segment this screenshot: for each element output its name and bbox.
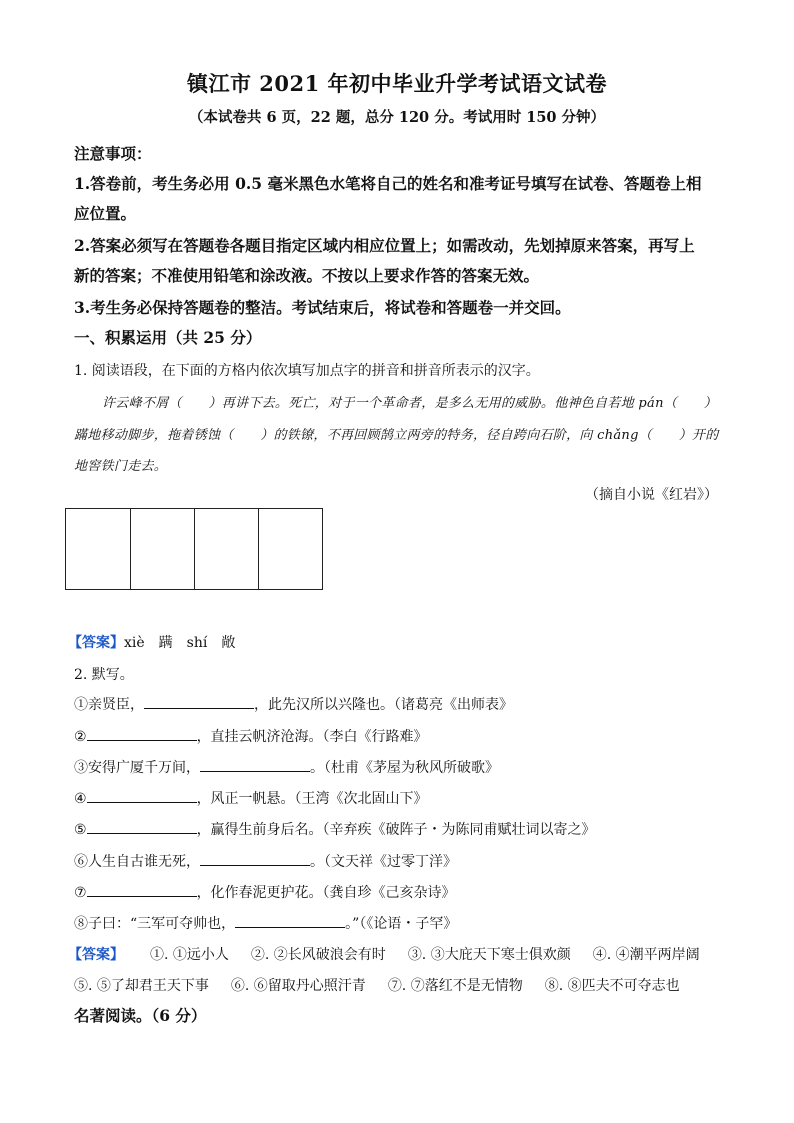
- q2-item-4: ④ ，风正一帆悬。（王湾《次北固山下》: [74, 788, 428, 808]
- q1-passage-line-1: 许云峰不屑（ ）再讲下去。死亡，对于一个革命者，是多么无用的威胁。他神色自若地 pán（ ）: [102, 396, 717, 411]
- answer-tag: 【答案】: [68, 947, 124, 963]
- fill-blank[interactable]: [87, 726, 197, 741]
- q1-answer-text: xiè 蹒 shí 敞: [124, 635, 236, 651]
- fill-blank[interactable]: [235, 913, 345, 928]
- section-1-heading: 一、积累运用（共 25 分）: [74, 328, 262, 347]
- q2-item-5: ⑤ ，赢得生前身后名。（辛弃疾《破阵子・为陈同甫赋壮词以寄之》: [74, 819, 596, 839]
- fill-blank[interactable]: [87, 819, 197, 834]
- answer-cell[interactable]: [194, 508, 259, 590]
- q2-item-6: ⑥人生自古谁无死， 。（文天祥《过零丁洋》: [74, 851, 457, 871]
- q1-passage-line-3: 地窖铁门走去。: [74, 459, 168, 474]
- q2-item-8: ⑧子曰：“三军可夺帅也， 。”（《论语・子罕》: [74, 913, 457, 933]
- notice-item-3: 3.考生务必保持答题卷的整洁。考试结束后，将试卷和答题卷一并交回。: [74, 298, 571, 317]
- page-subtitle: （本试卷共 6 页，22 题，总分 120 分。考试用时 150 分钟）: [188, 109, 606, 126]
- notice-item-2b: 新的答案；不准使用铅笔和涂改液。不按以上要求作答的答案无效。: [74, 266, 540, 285]
- fill-blank[interactable]: [87, 882, 197, 897]
- notice-item-2a: 2.答案必须写在答题卷各题目指定区域内相应位置上；如需改动，先划掉原来答案，再写上: [74, 236, 695, 255]
- answer-cell[interactable]: [65, 508, 131, 590]
- q1-prompt: 1. 阅读语段，在下面的方格内依次填写加点字的拼音和拼音所表示的汉字。: [74, 363, 540, 379]
- page-title: 镇江市 2021 年初中毕业升学考试语文试卷: [186, 71, 608, 96]
- section-mingzhu-heading: 名著阅读。（6 分）: [74, 1006, 207, 1025]
- answer-tag: 【答案】: [68, 635, 124, 651]
- q2-item-7: ⑦ ，化作春泥更护花。（龚自珍《己亥杂诗》: [74, 882, 456, 902]
- notice-heading: 注意事项：: [74, 144, 152, 163]
- fill-blank[interactable]: [144, 694, 254, 709]
- q2-item-2: ② ，直挂云帆济沧海。（李白《行路难》: [74, 726, 428, 746]
- fill-blank[interactable]: [87, 788, 197, 803]
- q1-passage-line-2: 蹣地移动脚步，拖着锈蚀（ ）的铁镣，不再回顾鹄立两旁的特务，径自跨向石阶，向 chǎng（ ）开的: [74, 428, 719, 443]
- q1-answer: [68, 632, 235, 652]
- notice-item-1a: 1.答卷前，考生务必用 0.5 毫米黑色水笔将自己的姓名和准考证号填写在试卷、答题卷上相: [74, 174, 702, 193]
- q1-source: （摘自小说《红岩》）: [585, 487, 718, 503]
- answer-cell[interactable]: [258, 508, 323, 590]
- q2-item-1: ①亲贤臣， ，此先汉所以兴隆也。（诸葛亮《出师表》: [74, 694, 513, 714]
- fill-blank[interactable]: [200, 851, 310, 866]
- answer-cell[interactable]: [130, 508, 195, 590]
- q2-item-3: ③安得广厦千万间， 。（杜甫《茅屋为秋风所破歌》: [74, 757, 499, 777]
- notice-item-1b: 应位置。: [74, 204, 137, 223]
- q2-answer-row-2: ⑤. ⑤了却君王天下事 ⑥. ⑥留取丹心照汗青 ⑦. ⑦落红不是无情物 ⑧. ⑧匹夫不可夺志也: [74, 978, 680, 994]
- q2-answer-row-1: 【答案】 ①. ①远小人 ②. ②长风破浪会有时 ③. ③大庇天下寒士俱欢颜 ④. ④潮平两岸阔: [68, 947, 700, 963]
- fill-blank[interactable]: [200, 757, 310, 772]
- answer-grid: [65, 508, 323, 590]
- q2-prompt: 2. 默写。: [74, 667, 134, 683]
